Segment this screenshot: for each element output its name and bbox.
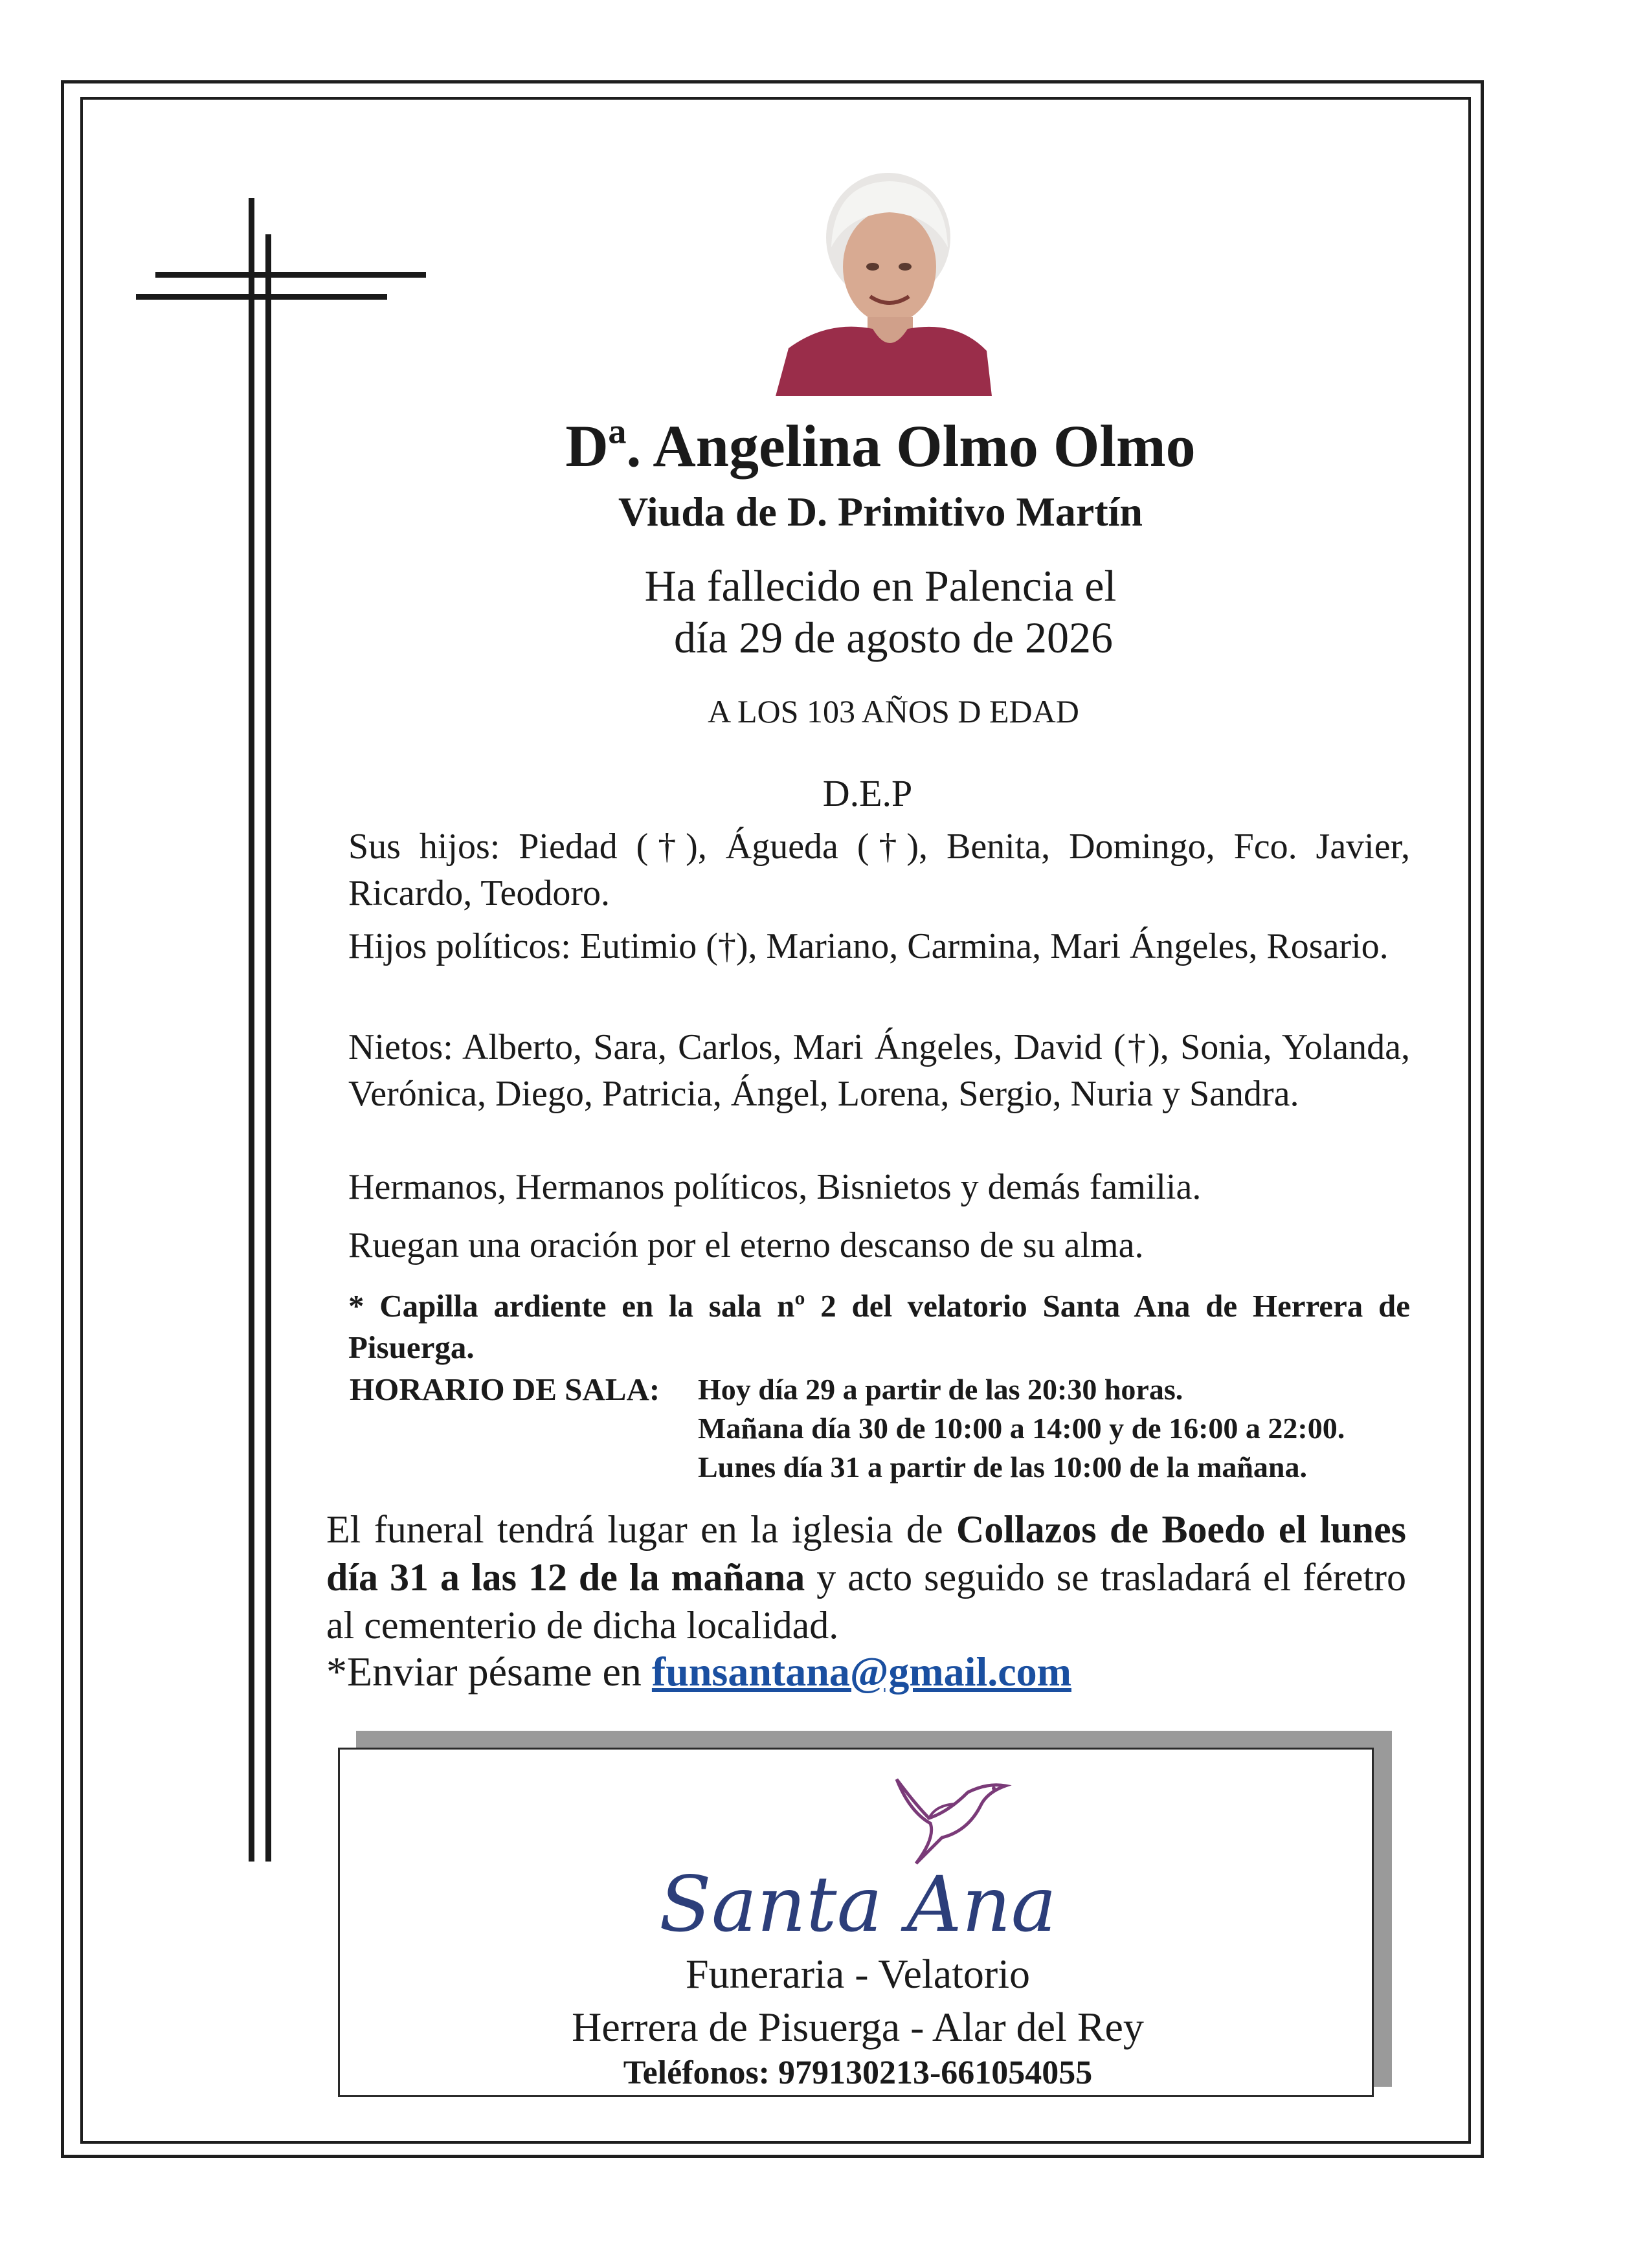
children-in-law-paragraph: Hijos políticos: Eutimio (†), Mariano, Carmina, Mari Ángeles, Rosario.: [348, 926, 1389, 966]
age-line: A LOS 103 AÑOS D EDAD: [708, 693, 1079, 729]
portrait-photo: [776, 170, 992, 396]
funeral-place-time: Collazos de Boedo el lunes día 31 a las 12 de la mañana: [326, 1508, 1407, 1599]
funeral-home-phones: Teléfonos: 979130213-661054055: [623, 2054, 1093, 2091]
condolence-prefix: *Enviar pésame en: [326, 1649, 652, 1695]
schedule-label: HORARIO DE SALA:: [350, 1372, 660, 1407]
condolence-line: [326, 1648, 1071, 1696]
schedule-line: Mañana día 30 de 10:00 a 14:00 y de 16:00 a 22:00.: [698, 1412, 1345, 1445]
children-paragraph: Sus hijos: Piedad (†), Águeda (†), Benita, Domingo, Fco. Javier, Ricardo, Teodoro.: [348, 827, 1410, 913]
funeral-home-logo-text: Santa Ana: [658, 1860, 1057, 1949]
funeral-home-card: [338, 1748, 1374, 2097]
death-line-2: día 29 de agosto de 2026: [674, 613, 1113, 662]
schedule-line: Hoy día 29 a partir de las 20:30 horas.: [698, 1373, 1183, 1406]
deceased-name: Dª. Angelina Olmo Olmo: [565, 413, 1196, 479]
funeral-text-end: y acto seguido se trasladará el féretro al cementerio de dicha localidad.: [326, 1556, 1406, 1647]
other-family-line: Hermanos, Hermanos políticos, Bisnietos y demás familia.: [348, 1167, 1202, 1207]
schedule-line: Lunes día 31 a partir de las 10:00 de la mañana.: [698, 1451, 1307, 1484]
condolence-email-link[interactable]: funsantana@gmail.com: [651, 1649, 1071, 1695]
dove-icon: [890, 1766, 1013, 1870]
death-line-1: Ha fallecido en Palencia el: [644, 561, 1117, 610]
grandchildren-paragraph: Nietos: Alberto, Sara, Carlos, Mari Ángeles, David (†), Sonia, Yolanda, Verónica, Diego, Patricia, Ángel, Lorena, Sergio, Nuria y Sandra.: [348, 1027, 1410, 1114]
widow-of: Viuda de D. Primitivo Martín: [618, 489, 1143, 535]
funeral-home-locations: Herrera de Pisuerga - Alar del Rey: [572, 2004, 1144, 2050]
chapel-paragraph: * Capilla ardiente en la sala nº 2 del velatorio Santa Ana de Herrera de Pisuerga.: [348, 1288, 1410, 1365]
prayer-line: Ruegan una oración por el eterno descanso de su alma.: [348, 1225, 1144, 1265]
funeral-text: El funeral tendrá lugar en la iglesia de: [326, 1508, 956, 1551]
funeral-paragraph: [326, 1506, 1406, 1649]
funeral-home-subtitle: Funeraria - Velatorio: [686, 1951, 1030, 1997]
dep-line: D.E.P: [822, 772, 913, 814]
